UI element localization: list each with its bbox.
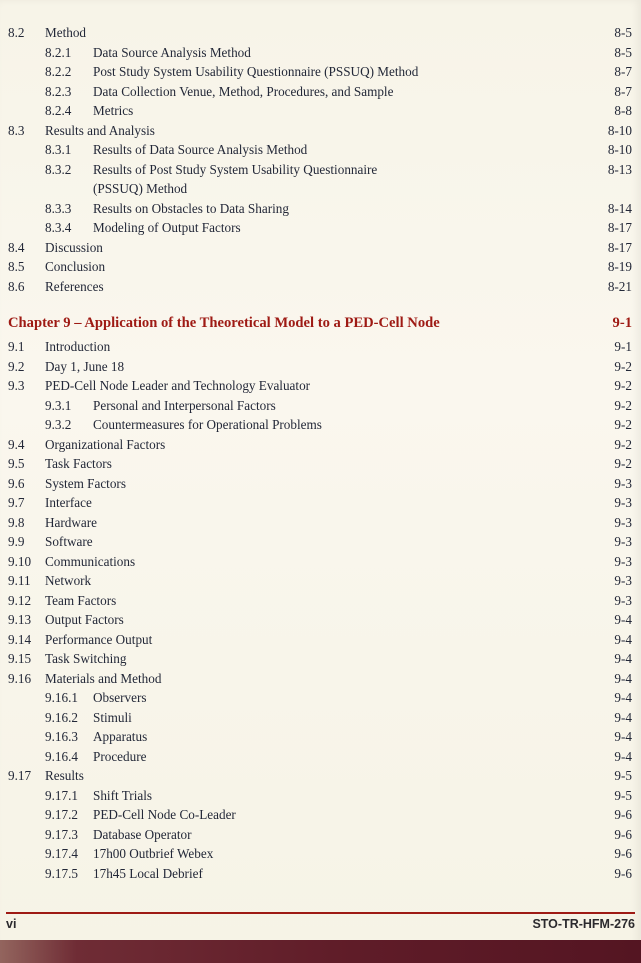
entry-number: 9.16.4 <box>45 748 78 764</box>
entry-title-text: Software <box>45 534 93 549</box>
entry-number: 8.3 <box>8 122 25 138</box>
entry-number: 8.3.2 <box>45 161 72 177</box>
entry-number: 9.3 <box>8 378 25 393</box>
entry-page-number: 8-19 <box>607 259 632 274</box>
entry-number: 9.8 <box>8 514 25 530</box>
entry-number: 9.17 <box>8 768 32 783</box>
entry-page-number: 9-2 <box>614 397 632 413</box>
entry-number: 9.6 <box>8 475 25 491</box>
entry-number: 9.13 <box>8 612 32 627</box>
entry-page-number: 9-5 <box>614 768 632 783</box>
entry-page-number: 8-7 <box>614 83 632 99</box>
entry-page-number: 9-4 <box>614 748 632 764</box>
page-number: vi <box>6 917 17 931</box>
toc-entry <box>8 864 632 884</box>
entry-page-number: 8-13 <box>607 161 632 177</box>
toc-entry <box>8 277 632 297</box>
toc-entry <box>8 257 632 277</box>
entry-number: 9.16.2 <box>45 709 78 725</box>
entry-title-text: 17h45 Local Debrief <box>93 865 203 881</box>
toc-entry <box>8 532 632 552</box>
report-id: STO-TR-HFM-276 <box>532 917 635 931</box>
entry-number: 8.2.3 <box>45 83 72 99</box>
entry-title-text: Modeling of Output Factors <box>93 220 241 235</box>
toc-entry <box>8 513 632 533</box>
entry-title-text: Materials and Method <box>45 670 162 686</box>
entry-title <box>45 591 588 611</box>
entry-page-number: 9-4 <box>614 729 632 744</box>
bottom-bar <box>0 940 641 963</box>
entry-title <box>93 43 588 63</box>
entry-number: 9.17.5 <box>45 865 78 881</box>
entry-title <box>45 513 588 533</box>
entry-title <box>93 101 588 121</box>
entry-number: 9.5 <box>8 456 25 471</box>
entry-title-text: Apparatus <box>93 729 148 744</box>
entry-title-text: Performance Output <box>45 631 153 647</box>
entry-page-number: 9-2 <box>614 456 632 471</box>
entry-number: 9.3.1 <box>45 397 72 413</box>
toc-entry <box>8 454 632 474</box>
entry-title-text: Chapter 9 – Application of the Theoretical Model to a PED-Cell Node <box>8 315 440 331</box>
entry-number: 9.17.4 <box>45 846 78 861</box>
entry-title-text: Procedure <box>93 748 147 764</box>
entry-number: 9.12 <box>8 592 32 608</box>
entry-title-text: Database Operator <box>93 826 192 842</box>
toc-entry <box>8 218 632 238</box>
toc-chapter-heading <box>8 313 632 334</box>
entry-page-number: 9-2 <box>614 378 632 393</box>
entry-page-number: 8-7 <box>614 64 632 79</box>
entry-title <box>45 630 588 650</box>
entry-page-number: 9-2 <box>614 436 632 452</box>
toc-entry <box>8 62 632 82</box>
toc-entry <box>8 591 632 611</box>
entry-number: 9.3.2 <box>45 417 72 432</box>
entry-title <box>45 571 588 591</box>
entry-page-number: 9-1 <box>612 315 632 331</box>
entry-title <box>93 805 588 825</box>
entry-title-text: Conclusion <box>45 259 106 274</box>
entry-number: 8.2.2 <box>45 64 72 79</box>
entry-title <box>93 396 588 416</box>
entry-number: 9.16 <box>8 670 32 686</box>
entry-title-text: Results on Obstacles to Data Sharing <box>93 200 289 216</box>
entry-title-text: Introduction <box>45 339 111 354</box>
toc-entry <box>8 630 632 650</box>
entry-title <box>93 140 588 160</box>
entry-title <box>45 257 588 277</box>
entry-title-text: Metrics <box>93 103 134 118</box>
entry-title <box>45 669 588 689</box>
entry-page-number: 9-2 <box>614 417 632 432</box>
entry-title-text: Post Study System Usability Questionnaire (PSSUQ) Method <box>93 64 419 79</box>
toc-entry <box>8 396 632 416</box>
entry-page-number: 9-2 <box>614 358 632 374</box>
toc-entry <box>8 121 632 141</box>
toc-entry <box>8 571 632 591</box>
entry-page-number: 9-3 <box>614 534 632 549</box>
toc-entry <box>8 199 632 219</box>
entry-number: 8.6 <box>8 278 25 294</box>
toc-entry <box>8 805 632 825</box>
entry-title-text: Discussion <box>45 239 103 255</box>
entry-title-text: Team Factors <box>45 592 117 608</box>
toc-entry <box>8 786 632 806</box>
entry-title <box>93 786 588 806</box>
toc-entry <box>8 669 632 689</box>
toc-entry <box>8 610 632 630</box>
toc-entry <box>8 825 632 845</box>
toc-entry <box>8 474 632 494</box>
entry-title-text: Data Source Analysis Method <box>93 44 251 60</box>
entry-title-text: References <box>45 278 104 294</box>
entry-number: 9.1 <box>8 339 25 354</box>
entry-number: 8.3.4 <box>45 220 72 235</box>
entry-number: 9.16.3 <box>45 729 78 744</box>
entry-title-text: Task Switching <box>45 651 127 666</box>
entry-title-text: Personal and Interpersonal Factors <box>93 397 276 413</box>
entry-page-number: 9-4 <box>614 709 632 725</box>
toc-entry <box>8 727 632 747</box>
entry-page-number: 9-6 <box>614 807 632 822</box>
entry-title <box>45 376 588 396</box>
toc-entry <box>8 337 632 357</box>
entry-title-text: Countermeasures for Operational Problems <box>93 417 322 432</box>
entry-page-number: 8-17 <box>607 220 632 235</box>
entry-page-number: 9-5 <box>614 787 632 803</box>
entry-title-text: Hardware <box>45 514 97 530</box>
entry-page-number: 8-21 <box>607 278 632 294</box>
entry-title-text: Output Factors <box>45 612 124 627</box>
entry-page-number: 9-4 <box>614 631 632 647</box>
entry-number: 9.14 <box>8 631 32 647</box>
entry-title-wrap: (PSSUQ) Method <box>93 181 188 196</box>
entry-title <box>45 121 588 141</box>
entry-number: 8.4 <box>8 239 25 255</box>
entry-title-text: Results of Data Source Analysis Method <box>93 142 308 157</box>
entry-number: 9.9 <box>8 534 25 549</box>
entry-number: 9.11 <box>8 573 31 588</box>
entry-title <box>93 864 588 884</box>
entry-title <box>93 160 588 199</box>
entry-page-number: 9-6 <box>614 826 632 842</box>
entry-title-text: Interface <box>45 495 92 510</box>
toc-entry <box>8 160 632 199</box>
toc-entry <box>8 552 632 572</box>
entry-title-text: Network <box>45 573 92 588</box>
entry-page-number: 9-4 <box>614 690 632 705</box>
entry-number: 9.15 <box>8 651 32 666</box>
entry-title <box>45 474 588 494</box>
toc-entry <box>8 238 632 258</box>
entry-title-text: PED-Cell Node Leader and Technology Evaluator <box>45 378 311 393</box>
toc-entry <box>8 82 632 102</box>
toc-list <box>8 23 632 883</box>
entry-page-number: 9-4 <box>614 612 632 627</box>
entry-title <box>93 727 588 747</box>
entry-page-number: 9-3 <box>614 592 632 608</box>
entry-title <box>93 747 588 767</box>
entry-title-text: Stimuli <box>93 709 132 725</box>
toc-entry <box>8 415 632 435</box>
toc-entry <box>8 376 632 396</box>
entry-title-text: Organizational Factors <box>45 436 166 452</box>
entry-title-text: PED-Cell Node Co-Leader <box>93 807 236 822</box>
entry-number: 9.4 <box>8 436 25 452</box>
entry-title <box>8 313 588 334</box>
entry-title <box>93 844 588 864</box>
entry-title-text: Day 1, June 18 <box>45 358 125 374</box>
entry-title-text: System Factors <box>45 475 126 491</box>
toc-entry <box>8 140 632 160</box>
entry-page-number: 8-5 <box>614 44 632 60</box>
entry-title-text: Shift Trials <box>93 787 153 803</box>
entry-number: 9.10 <box>8 553 32 569</box>
toc-entry <box>8 766 632 786</box>
entry-title <box>93 82 588 102</box>
toc-entry <box>8 23 632 43</box>
entry-title-text: Observers <box>93 690 147 705</box>
toc-entry <box>8 688 632 708</box>
entry-title-text: Results and Analysis <box>45 122 155 138</box>
entry-number: 8.2 <box>8 25 25 40</box>
entry-page-number: 9-3 <box>614 475 632 491</box>
entry-title <box>93 825 588 845</box>
entry-number: 9.7 <box>8 495 25 510</box>
toc-entry <box>8 844 632 864</box>
entry-page-number: 8-10 <box>607 122 632 138</box>
entry-number: 8.2.4 <box>45 103 72 118</box>
entry-page-number: 9-6 <box>614 846 632 861</box>
entry-title <box>45 357 588 377</box>
entry-page-number: 8-8 <box>614 103 632 118</box>
entry-title <box>45 493 588 513</box>
page-footer <box>6 912 635 931</box>
entry-title-text: Results <box>45 768 84 783</box>
entry-number: 9.17.2 <box>45 807 78 822</box>
entry-title-text: Data Collection Venue, Method, Procedures, and Sample <box>93 83 394 99</box>
entry-title <box>45 23 588 43</box>
entry-title <box>45 277 588 297</box>
entry-page-number: 9-6 <box>614 865 632 881</box>
entry-page-number: 9-3 <box>614 514 632 530</box>
toc-entry <box>8 708 632 728</box>
entry-page-number: 8-5 <box>614 25 632 40</box>
entry-title <box>93 415 588 435</box>
entry-title <box>45 552 588 572</box>
entry-page-number: 8-17 <box>607 239 632 255</box>
entry-title <box>93 218 588 238</box>
toc-entry <box>8 101 632 121</box>
entry-number: 8.2.1 <box>45 44 72 60</box>
entry-page-number: 8-10 <box>607 142 632 157</box>
entry-title <box>45 532 588 552</box>
entry-number: 9.16.1 <box>45 690 78 705</box>
toc-entry <box>8 747 632 767</box>
entry-title-text: 17h00 Outbrief Webex <box>93 846 214 861</box>
entry-title <box>45 337 588 357</box>
entry-page-number: 9-4 <box>614 651 632 666</box>
entry-page-number: 9-3 <box>614 573 632 588</box>
toc-entry <box>8 435 632 455</box>
entry-title <box>93 199 588 219</box>
entry-title <box>93 708 588 728</box>
entry-title-text: Communications <box>45 553 136 569</box>
entry-page-number: 9-1 <box>614 339 632 354</box>
entry-page-number: 8-14 <box>607 200 632 216</box>
entry-number: 8.3.3 <box>45 200 72 216</box>
entry-title <box>45 766 588 786</box>
entry-title-text: Method <box>45 25 87 40</box>
entry-number: 9.2 <box>8 358 25 374</box>
entry-title <box>45 610 588 630</box>
footer-text-row <box>6 914 635 931</box>
entry-page-number: 9-3 <box>614 553 632 569</box>
toc-entry <box>8 649 632 669</box>
entry-title <box>45 435 588 455</box>
entry-title <box>93 62 588 82</box>
entry-number: 9.17.1 <box>45 787 78 803</box>
entry-number: 9.17.3 <box>45 826 78 842</box>
entry-title-text: Task Factors <box>45 456 112 471</box>
entry-title <box>45 649 588 669</box>
entry-title <box>45 454 588 474</box>
toc-entry <box>8 43 632 63</box>
toc-entry <box>8 493 632 513</box>
entry-title <box>93 688 588 708</box>
entry-number: 8.5 <box>8 259 25 274</box>
entry-title-text: Results of Post Study System Usability Questionnaire <box>93 161 378 177</box>
entry-number: 8.3.1 <box>45 142 72 157</box>
entry-page-number: 9-4 <box>614 670 632 686</box>
toc-entry <box>8 357 632 377</box>
entry-page-number: 9-3 <box>614 495 632 510</box>
entry-title <box>45 238 588 258</box>
